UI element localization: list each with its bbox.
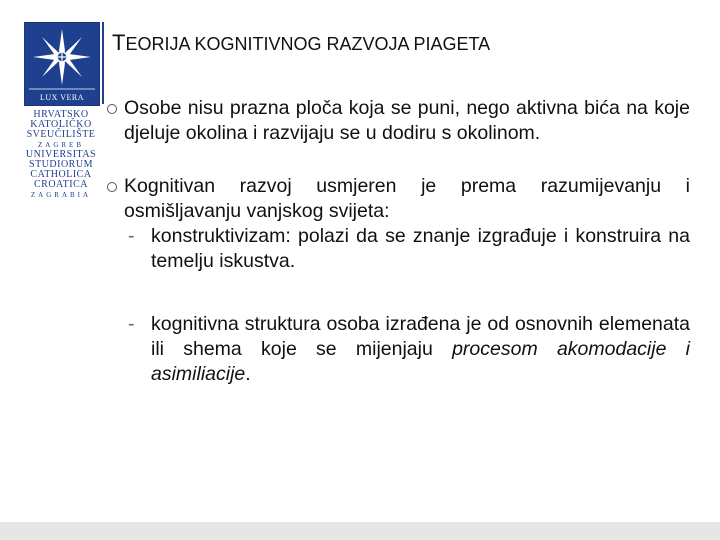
university-name-line: UNIVERSITAS bbox=[25, 149, 97, 160]
dash-bullet: - bbox=[128, 225, 135, 247]
sub-bullet-text-italic: procesom akomodacije i asimiliacije bbox=[151, 338, 690, 385]
university-name-line: HRVATSKO bbox=[33, 109, 89, 120]
bullet-item bbox=[104, 96, 690, 146]
title-text: EORIJA KOGNITIVNOG RAZVOJA PIAGETA bbox=[125, 34, 491, 54]
slide-content bbox=[104, 96, 690, 387]
university-city: ZAGREB bbox=[38, 141, 84, 149]
star-emblem-icon bbox=[25, 23, 99, 93]
spacer bbox=[104, 274, 690, 312]
sub-bullet-item bbox=[104, 224, 690, 274]
title-initial: T bbox=[112, 30, 126, 55]
sub-bullet-text: konstruktivizam: polazi da se znanje izgrađuje i konstruira na temelju iskustva. bbox=[151, 225, 690, 272]
footer-bar bbox=[0, 522, 720, 540]
university-name-line: CROATICA bbox=[33, 179, 88, 190]
logo-motto: LUX VERA bbox=[39, 93, 85, 102]
sub-bullet-text-end: . bbox=[245, 363, 251, 385]
circle-bullet-icon bbox=[107, 104, 117, 114]
logo-sidebar bbox=[0, 0, 100, 540]
bullet-text: Osobe nisu prazna ploča koja se puni, nego aktivna bića na koje djeluje okolina i razvijaju se u dodiru s okolinom. bbox=[124, 97, 690, 144]
university-name-line: SVEUČILIŠTE bbox=[26, 129, 96, 140]
university-name-line: KATOLIČKO bbox=[30, 119, 92, 130]
sub-bullet-text bbox=[151, 313, 690, 385]
university-name bbox=[22, 110, 100, 200]
university-city: ZAGRABIA bbox=[30, 191, 92, 199]
university-name-line: CATHOLICA bbox=[30, 169, 92, 180]
logo-divider bbox=[102, 22, 104, 104]
bullet-text: Kognitivan razvoj usmjeren je prema razumijevanju i osmišljavanju vanjskog svijeta: bbox=[124, 175, 690, 222]
circle-bullet-icon bbox=[107, 182, 117, 192]
university-name-line: STUDIORUM bbox=[29, 159, 93, 170]
dash-bullet: - bbox=[128, 313, 135, 335]
university-logo bbox=[24, 22, 100, 106]
sub-bullet-text-plain: kognitivna struktura osoba izrađena je od osnovnih elemenata ili shema koje se mijenjaju bbox=[151, 313, 690, 360]
bullet-item bbox=[104, 174, 690, 224]
sub-bullet-item bbox=[104, 312, 690, 387]
slide-title bbox=[112, 30, 490, 56]
